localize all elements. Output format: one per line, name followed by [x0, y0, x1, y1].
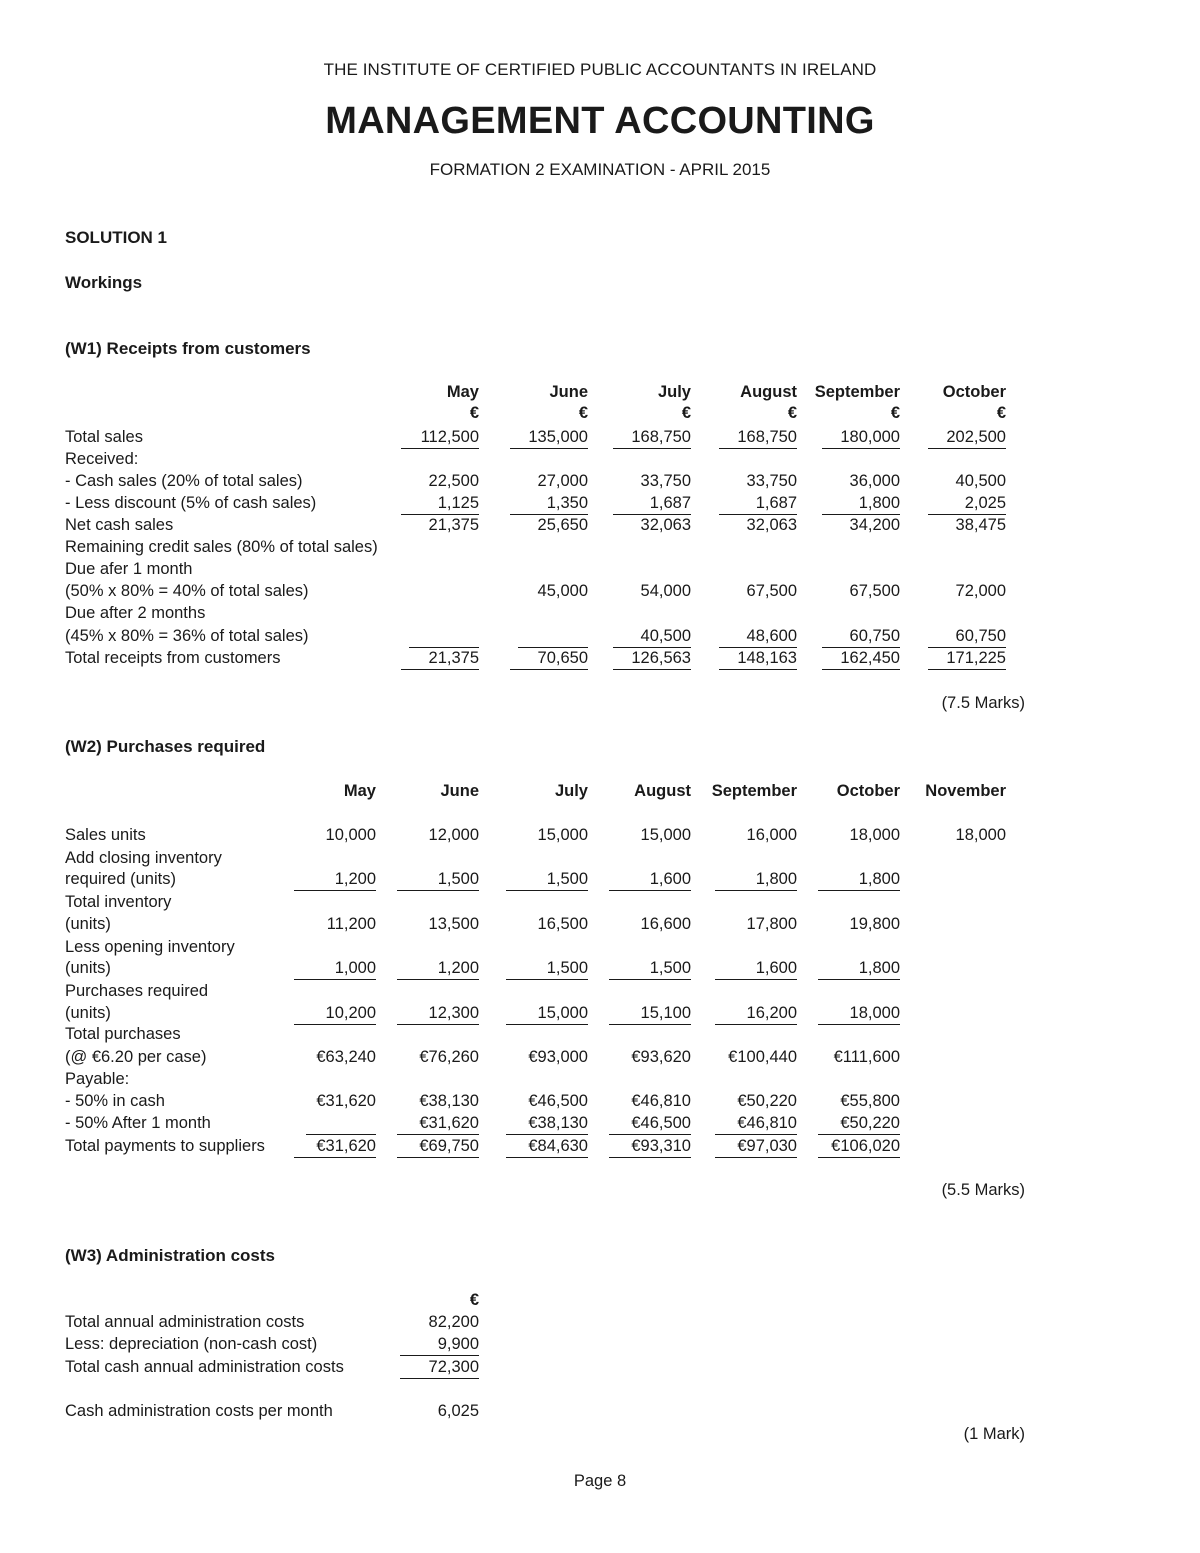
w2-cell: €31,620 [294, 1137, 376, 1158]
w2-row-label: (units) [65, 959, 111, 977]
w2-row-label: Add closing inventory [65, 849, 222, 867]
w1-row-label: Due after 2 months [65, 604, 206, 622]
w1-cell: 45,000 [537, 582, 588, 600]
w1-cell: 34,200 [849, 516, 900, 534]
w1-empty-underline [409, 627, 479, 648]
w2-cell: €55,800 [840, 1092, 900, 1110]
w2-cell: 1,000 [294, 959, 376, 980]
w1-cell: 148,163 [719, 649, 797, 670]
w2-cell: 1,800 [715, 870, 797, 891]
w2-cell: €46,500 [609, 1114, 691, 1135]
w1-cell: 21,375 [401, 649, 479, 670]
w2-cell: €93,620 [631, 1048, 691, 1066]
w1-cell: 162,450 [822, 649, 900, 670]
w2-cell: 12,300 [397, 1004, 479, 1025]
w1-cell: 1,350 [510, 494, 588, 515]
w2-cell: €93,000 [528, 1048, 588, 1066]
w1-cell: 126,563 [613, 649, 691, 670]
w1-cell: 40,500 [955, 472, 1006, 490]
w2-cell: €50,220 [818, 1114, 900, 1135]
w2-month-header: June [440, 782, 479, 800]
w3-value: 9,900 [400, 1335, 479, 1356]
w1-cell: 54,000 [640, 582, 691, 600]
w1-month-header: July [657, 383, 691, 401]
w2-cell: €46,810 [715, 1114, 797, 1135]
w2-cell: 12,000 [428, 826, 479, 844]
w2-cell: 1,500 [506, 959, 588, 980]
w2-month-header: May [343, 782, 376, 800]
w2-month-header: July [554, 782, 588, 800]
w1-cell: 1,125 [401, 494, 479, 515]
w2-cell: €69,750 [397, 1137, 479, 1158]
w2-cell: 16,200 [715, 1004, 797, 1025]
w3-currency-symbol: € [469, 1291, 479, 1309]
w3-value: 6,025 [437, 1402, 479, 1420]
w1-cell: 22,500 [428, 472, 479, 490]
workings-heading: Workings [65, 273, 143, 292]
w2-row-label: Total payments to suppliers [65, 1137, 265, 1155]
w1-row-label: Total sales [65, 428, 143, 446]
w2-cell: 16,000 [746, 826, 797, 844]
w2-cell: €31,620 [316, 1092, 376, 1110]
document-title: MANAGEMENT ACCOUNTING [325, 100, 875, 142]
w2-cell: 11,200 [326, 915, 376, 933]
w2-cell: 1,500 [609, 959, 691, 980]
w3-row-label: Cash administration costs per month [65, 1402, 333, 1420]
w1-cell: 70,650 [510, 649, 588, 670]
w2-row-label: - 50% After 1 month [65, 1114, 211, 1132]
w2-cell: 18,000 [849, 826, 900, 844]
w2-cell: €84,630 [506, 1137, 588, 1158]
w1-cell: 112,500 [401, 428, 479, 449]
w2-cell: 15,100 [609, 1004, 691, 1025]
w2-cell: 15,000 [640, 826, 691, 844]
w2-row-label: (units) [65, 915, 111, 933]
w1-cell: 25,650 [537, 516, 588, 534]
w3-value: 72,300 [400, 1358, 479, 1379]
w2-cell: 18,000 [818, 1004, 900, 1025]
w1-cell: 180,000 [822, 428, 900, 449]
w1-cell: 33,750 [640, 472, 691, 490]
w2-cell: €100,440 [728, 1048, 797, 1066]
w1-currency-symbol: € [996, 404, 1006, 422]
w2-cell: €93,310 [609, 1137, 691, 1158]
w2-cell: 1,600 [715, 959, 797, 980]
w2-cell: 1,200 [397, 959, 479, 980]
w2-row-label: Sales units [65, 826, 146, 844]
w2-row-label: Payable: [65, 1070, 130, 1088]
w2-cell: 1,500 [506, 870, 588, 891]
w2-cell: €46,500 [528, 1092, 588, 1110]
w3-value: 82,200 [428, 1313, 479, 1331]
w2-cell: €76,260 [419, 1048, 479, 1066]
w1-row-label: Total receipts from customers [65, 649, 281, 667]
w1-cell: 135,000 [510, 428, 588, 449]
w2-cell: 16,500 [537, 915, 588, 933]
w1-row-label: Net cash sales [65, 516, 174, 534]
w3-row-label: Less: depreciation (non-cash cost) [65, 1335, 318, 1353]
w1-month-header: May [446, 383, 479, 401]
w2-cell: 17,800 [746, 915, 797, 933]
w1-row-label: Remaining credit sales (80% of total sales) [65, 538, 378, 556]
w1-month-header: October [942, 383, 1006, 401]
w1-cell: 48,600 [719, 627, 797, 648]
w2-cell: €38,130 [419, 1092, 479, 1110]
w2-cell: 16,600 [640, 915, 691, 933]
w1-month-header: June [549, 383, 588, 401]
w1-cell: 202,500 [928, 428, 1006, 449]
w2-cell: 1,500 [397, 870, 479, 891]
w2-heading: (W2) Purchases required [65, 737, 266, 756]
w2-marks: (5.5 Marks) [941, 1181, 1025, 1199]
w2-cell: €38,130 [506, 1114, 588, 1135]
w2-empty-underline [306, 1114, 376, 1135]
w1-cell: 40,500 [613, 627, 691, 648]
w3-row-label: Total cash annual administration costs [65, 1358, 344, 1376]
w1-currency-symbol: € [469, 404, 479, 422]
w2-cell: 1,200 [294, 870, 376, 891]
w2-cell: €46,810 [631, 1092, 691, 1110]
w3-marks: (1 Mark) [963, 1425, 1025, 1443]
w3-row-label: Total annual administration costs [65, 1313, 305, 1331]
page-number: Page 8 [573, 1472, 627, 1490]
w1-currency-symbol: € [681, 404, 691, 422]
w1-currency-symbol: € [787, 404, 797, 422]
w2-row-label: Total inventory [65, 893, 172, 911]
w2-cell: 13,500 [428, 915, 479, 933]
w2-cell: 10,000 [325, 826, 376, 844]
w1-cell: 168,750 [719, 428, 797, 449]
w1-row-label: Due afer 1 month [65, 560, 193, 578]
w2-cell: 1,800 [818, 870, 900, 891]
w1-cell: 1,800 [822, 494, 900, 515]
w2-cell: €106,020 [818, 1137, 900, 1158]
w1-cell: 1,687 [719, 494, 797, 515]
w1-cell: 32,063 [640, 516, 691, 534]
w1-row-label: (45% x 80% = 36% of total sales) [65, 627, 309, 645]
w1-row-label: Received: [65, 450, 139, 468]
w1-cell: 67,500 [746, 582, 797, 600]
institute-name: THE INSTITUTE OF CERTIFIED PUBLIC ACCOUNTANTS IN IRELAND [323, 60, 877, 79]
w1-cell: 1,687 [613, 494, 691, 515]
w2-row-label: (units) [65, 1004, 111, 1022]
w1-cell: 168,750 [613, 428, 691, 449]
w1-cell: 60,750 [928, 627, 1006, 648]
w2-cell: 15,000 [537, 826, 588, 844]
w2-cell: €50,220 [737, 1092, 797, 1110]
w2-cell: 1,600 [609, 870, 691, 891]
w1-heading: (W1) Receipts from customers [65, 339, 311, 358]
solution-heading: SOLUTION 1 [65, 228, 168, 247]
w1-month-header: August [740, 383, 797, 401]
w2-row-label: - 50% in cash [65, 1092, 165, 1110]
w1-cell: 32,063 [746, 516, 797, 534]
w1-empty-underline [518, 627, 588, 648]
w1-currency-symbol: € [890, 404, 900, 422]
w1-cell: 2,025 [928, 494, 1006, 515]
w2-cell: 18,000 [955, 826, 1006, 844]
w2-row-label: required (units) [65, 870, 176, 888]
w2-month-header: October [836, 782, 900, 800]
w2-row-label: Total purchases [65, 1025, 181, 1043]
w1-currency-symbol: € [578, 404, 588, 422]
w2-cell: 1,800 [818, 959, 900, 980]
w2-month-header: November [925, 782, 1006, 800]
exam-subtitle: FORMATION 2 EXAMINATION - APRIL 2015 [429, 160, 771, 179]
w2-cell: 19,800 [849, 915, 900, 933]
w1-cell: 60,750 [822, 627, 900, 648]
w1-marks: (7.5 Marks) [941, 694, 1025, 712]
w1-cell: 72,000 [955, 582, 1006, 600]
w1-cell: 33,750 [746, 472, 797, 490]
w1-month-header: September [814, 383, 900, 401]
w1-cell: 36,000 [849, 472, 900, 490]
w1-row-label: (50% x 80% = 40% of total sales) [65, 582, 309, 600]
w1-row-label: - Less discount (5% of cash sales) [65, 494, 317, 512]
w2-row-label: Less opening inventory [65, 938, 235, 956]
w1-cell: 171,225 [928, 649, 1006, 670]
w2-cell: 10,200 [294, 1004, 376, 1025]
w1-cell: 21,375 [428, 516, 479, 534]
w2-cell: €111,600 [833, 1048, 900, 1066]
w2-cell: €97,030 [715, 1137, 797, 1158]
w2-month-header: August [634, 782, 691, 800]
w2-month-header: September [711, 782, 797, 800]
w2-row-label: Purchases required [65, 982, 209, 1000]
w1-row-label: - Cash sales (20% of total sales) [65, 472, 303, 490]
w1-cell: 38,475 [955, 516, 1006, 534]
w2-cell: €31,620 [397, 1114, 479, 1135]
w3-heading: (W3) Administration costs [65, 1246, 275, 1265]
w2-cell: €63,240 [316, 1048, 376, 1066]
w1-cell: 67,500 [849, 582, 900, 600]
w1-cell: 27,000 [537, 472, 588, 490]
w2-row-label: (@ €6.20 per case) [65, 1048, 207, 1066]
w2-cell: 15,000 [506, 1004, 588, 1025]
